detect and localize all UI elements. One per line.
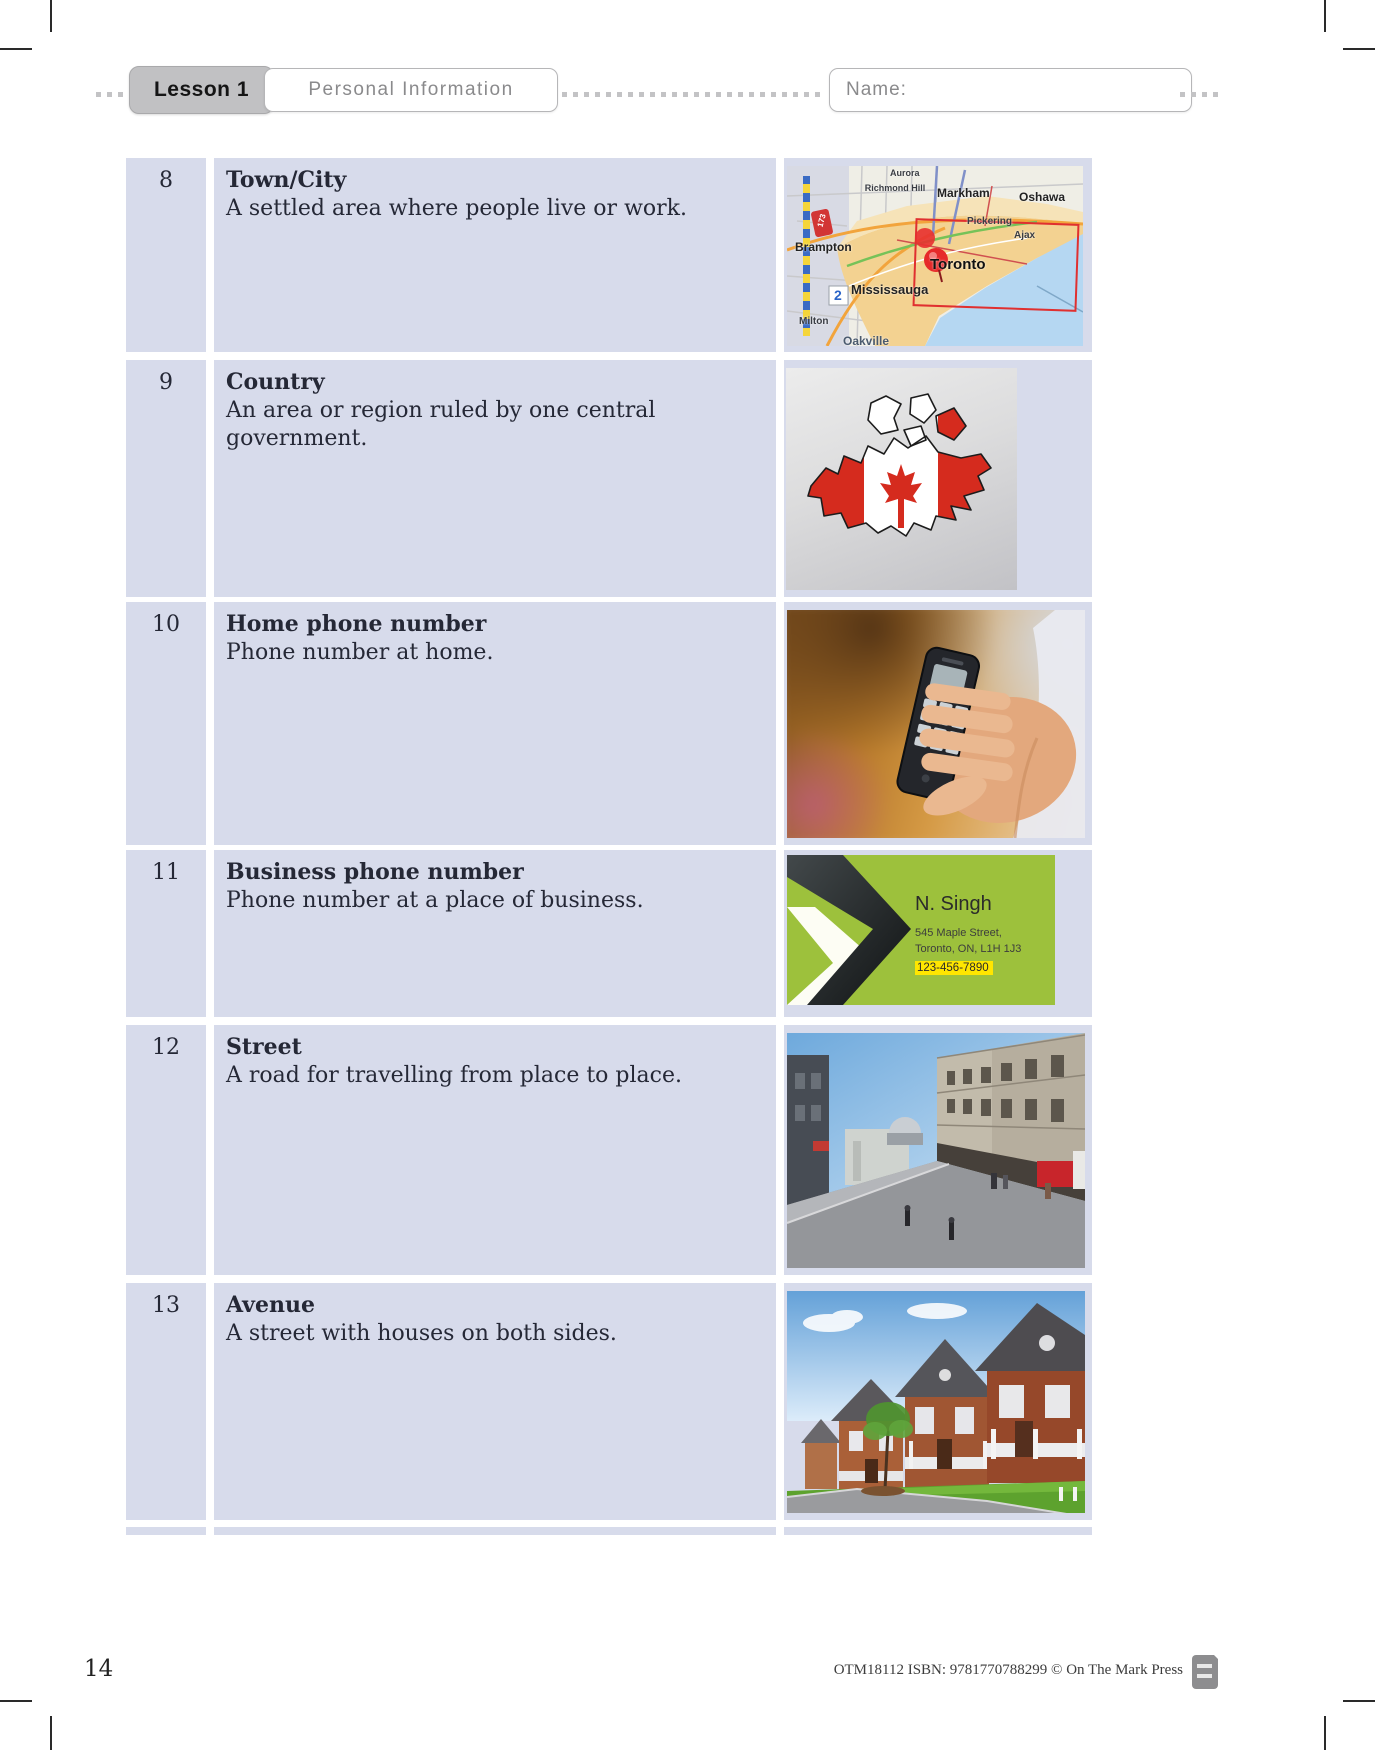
definition-country: An area or region ruled by one central government. <box>226 397 656 452</box>
row-number: 9 <box>126 360 206 597</box>
map-label-milton: Milton <box>799 316 829 327</box>
on-the-mark-press-logo-icon <box>1192 1655 1218 1689</box>
map-label-oakville: Oakville <box>843 334 890 346</box>
dotted-divider-middle <box>562 92 822 97</box>
canada-flag-map-image <box>786 368 1017 590</box>
card-phone-highlighted: 123-456-7890 <box>915 961 993 975</box>
row-text <box>214 602 776 845</box>
hand-holding-phone-image <box>787 610 1085 838</box>
crop-mark-top-left-h <box>0 48 32 50</box>
street-photo-image <box>787 1033 1085 1268</box>
definition-street: A road for travelling from place to place. <box>226 1062 682 1088</box>
card-name: N. Singh <box>915 893 992 915</box>
definition-home-phone: Phone number at home. <box>226 639 494 665</box>
crop-mark-bottom-right-h <box>1343 1700 1375 1702</box>
page-number: 14 <box>84 1656 114 1682</box>
lesson-tab <box>129 66 274 114</box>
row-number: 12 <box>126 1025 206 1275</box>
crop-mark-bottom-right-v <box>1324 1716 1326 1750</box>
map-label-markham: Markham <box>937 186 990 200</box>
footer-credit: OTM18112 ISBN: 9781770788299 © On The Mark Press <box>833 1662 1183 1678</box>
definition-town-city: A settled area where people live or work. <box>226 195 687 221</box>
business-card-text <box>915 893 1021 976</box>
term-country: Country <box>226 369 325 395</box>
row-number: 11 <box>126 850 206 1017</box>
business-card-image <box>787 855 1055 1005</box>
card-address-line1: 545 Maple Street, <box>915 927 1002 939</box>
name-label: Name: <box>846 79 907 100</box>
crop-mark-top-left-v <box>50 0 52 32</box>
term-avenue: Avenue <box>226 1292 315 1318</box>
map-label-mississauga: Mississauga <box>851 282 929 297</box>
row-number: 13 <box>126 1283 206 1520</box>
table-bottom-strip <box>214 1527 776 1535</box>
toronto-map-image <box>787 166 1083 346</box>
lesson-title: Personal Information <box>308 79 514 100</box>
dotted-divider-left <box>96 92 123 97</box>
term-home-phone: Home phone number <box>226 611 487 637</box>
table-bottom-strip <box>784 1527 1092 1535</box>
map-label-richmond-hill: Richmond Hill <box>864 183 926 193</box>
map-label-oshawa: Oshawa <box>1019 190 1066 204</box>
table-bottom-strip <box>126 1527 206 1535</box>
row-text <box>214 158 776 352</box>
row-number: 10 <box>126 602 206 845</box>
crop-mark-bottom-left-v <box>50 1716 52 1750</box>
row-text <box>214 1025 776 1275</box>
row-number: 8 <box>126 158 206 352</box>
dotted-divider-right <box>1180 92 1224 97</box>
map-label-brampton: Brampton <box>795 240 852 254</box>
definition-business-phone: Phone number at a place of business. <box>226 887 644 913</box>
crop-mark-top-right-h <box>1343 48 1375 50</box>
definition-avenue: A street with houses on both sides. <box>226 1320 617 1346</box>
card-address-line2: Toronto, ON, L1H 1J3 <box>915 942 1022 955</box>
crop-mark-bottom-left-h <box>0 1700 32 1702</box>
row-text <box>214 1283 776 1520</box>
map-highway-shield-label: 173 <box>815 212 828 229</box>
row-text <box>214 360 776 597</box>
map-label-ajax: Ajax <box>1014 230 1036 241</box>
name-field[interactable] <box>829 68 1192 112</box>
term-town-city: Town/City <box>226 167 347 193</box>
row-text <box>214 850 776 1017</box>
term-business-phone: Business phone number <box>226 859 524 885</box>
logo-fold <box>1212 1653 1220 1661</box>
term-street: Street <box>226 1034 302 1060</box>
map-route-badge-label: 2 <box>834 287 842 303</box>
map-label-aurora: Aurora <box>890 168 920 178</box>
map-label-pickering: Pickering <box>967 216 1013 227</box>
map-label-toronto: Toronto <box>930 256 986 273</box>
lesson-label: Lesson 1 <box>153 78 250 101</box>
avenue-houses-image <box>787 1291 1085 1513</box>
lesson-title-box <box>264 68 558 112</box>
crop-mark-top-right-v <box>1324 0 1326 32</box>
